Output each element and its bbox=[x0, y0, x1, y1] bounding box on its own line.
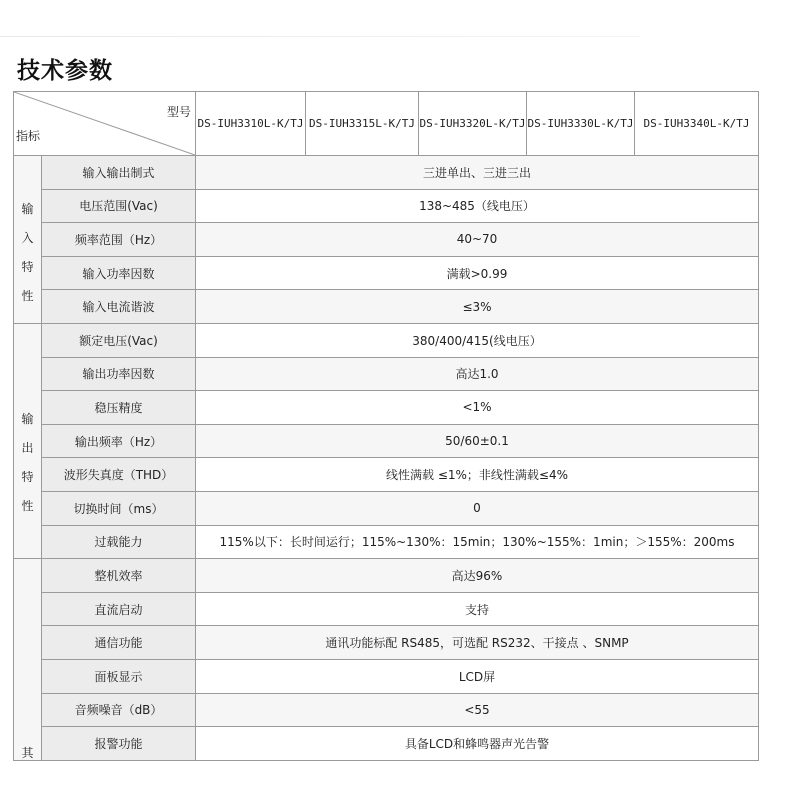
table-row bbox=[14, 559, 759, 593]
table-row bbox=[14, 256, 759, 290]
table-row bbox=[14, 323, 759, 357]
row-label: 通信功能 bbox=[42, 626, 196, 660]
model-header-3: DS-IUH3320L-K/TJ bbox=[419, 92, 527, 156]
row-label: 直流启动 bbox=[42, 592, 196, 626]
row-value: 支持 bbox=[196, 592, 759, 626]
row-value: 高达96% bbox=[196, 559, 759, 593]
table-row bbox=[14, 491, 759, 525]
row-label: 输入功率因数 bbox=[42, 256, 196, 290]
row-value: LCD屏 bbox=[196, 659, 759, 693]
row-label: 音频噪音（dB） bbox=[42, 693, 196, 727]
table-row bbox=[14, 592, 759, 626]
table-row bbox=[14, 357, 759, 391]
model-header-1: DS-IUH3310L-K/TJ bbox=[196, 92, 306, 156]
row-label: 报警功能 bbox=[42, 727, 196, 761]
table-row bbox=[14, 693, 759, 727]
spec-table bbox=[13, 91, 759, 761]
page-title: 技术参数 bbox=[17, 58, 113, 84]
table-row bbox=[14, 727, 759, 761]
row-label: 整机效率 bbox=[42, 559, 196, 593]
row-label: 过载能力 bbox=[42, 525, 196, 559]
row-label: 输入电流谐波 bbox=[42, 290, 196, 324]
row-value: 具备LCD和蜂鸣器声光告警 bbox=[196, 727, 759, 761]
row-value: 138~485（线电压） bbox=[196, 189, 759, 223]
table-row bbox=[14, 189, 759, 223]
table-row bbox=[14, 525, 759, 559]
table-row bbox=[14, 424, 759, 458]
row-value: 线性满载 ≤1%；非线性满载≤4% bbox=[196, 458, 759, 492]
row-value: 40~70 bbox=[196, 223, 759, 257]
row-value: 380/400/415(线电压） bbox=[196, 323, 759, 357]
header-row bbox=[14, 92, 759, 156]
row-value: 三进单出、三进三出 bbox=[196, 156, 759, 190]
row-value: 高达1.0 bbox=[196, 357, 759, 391]
group-input-characteristics: 输 入 特 性 bbox=[14, 156, 42, 324]
row-value: ≤3% bbox=[196, 290, 759, 324]
top-divider bbox=[0, 36, 640, 37]
table-row bbox=[14, 458, 759, 492]
row-label: 频率范围（Hz） bbox=[42, 223, 196, 257]
table-row bbox=[14, 223, 759, 257]
row-label: 面板显示 bbox=[42, 659, 196, 693]
header-metric-label: 指标 bbox=[16, 129, 41, 143]
row-value: <55 bbox=[196, 693, 759, 727]
row-value: <1% bbox=[196, 391, 759, 425]
table-row bbox=[14, 391, 759, 425]
row-label: 电压范围(Vac) bbox=[42, 189, 196, 223]
group-other-characteristics: 其 bbox=[14, 559, 42, 761]
table-row bbox=[14, 626, 759, 660]
row-label: 额定电压(Vac) bbox=[42, 323, 196, 357]
row-value: 50/60±0.1 bbox=[196, 424, 759, 458]
row-label: 输入输出制式 bbox=[42, 156, 196, 190]
row-label: 稳压精度 bbox=[42, 391, 196, 425]
row-label: 输出频率（Hz） bbox=[42, 424, 196, 458]
header-model-label: 型号 bbox=[166, 105, 191, 119]
row-label: 输出功率因数 bbox=[42, 357, 196, 391]
row-value: 115%以下：长时间运行；115%~130%：15min；130%~155%：1min；＞155%：200ms bbox=[196, 525, 759, 559]
row-label: 波形失真度（THD） bbox=[42, 458, 196, 492]
table-row bbox=[14, 290, 759, 324]
header-corner-cell bbox=[14, 92, 196, 156]
group-output-characteristics: 输 出 特 性 bbox=[14, 323, 42, 558]
row-label: 切换时间（ms） bbox=[42, 491, 196, 525]
row-value: 0 bbox=[196, 491, 759, 525]
model-header-2: DS-IUH3315L-K/TJ bbox=[306, 92, 419, 156]
row-value: 满载>0.99 bbox=[196, 256, 759, 290]
table-row bbox=[14, 659, 759, 693]
model-header-5: DS-IUH3340L-K/TJ bbox=[635, 92, 759, 156]
model-header-4: DS-IUH3330L-K/TJ bbox=[527, 92, 635, 156]
row-value: 通讯功能标配 RS485，可选配 RS232、干接点 、SNMP bbox=[196, 626, 759, 660]
diagonal-divider bbox=[14, 92, 195, 155]
table-row bbox=[14, 156, 759, 190]
